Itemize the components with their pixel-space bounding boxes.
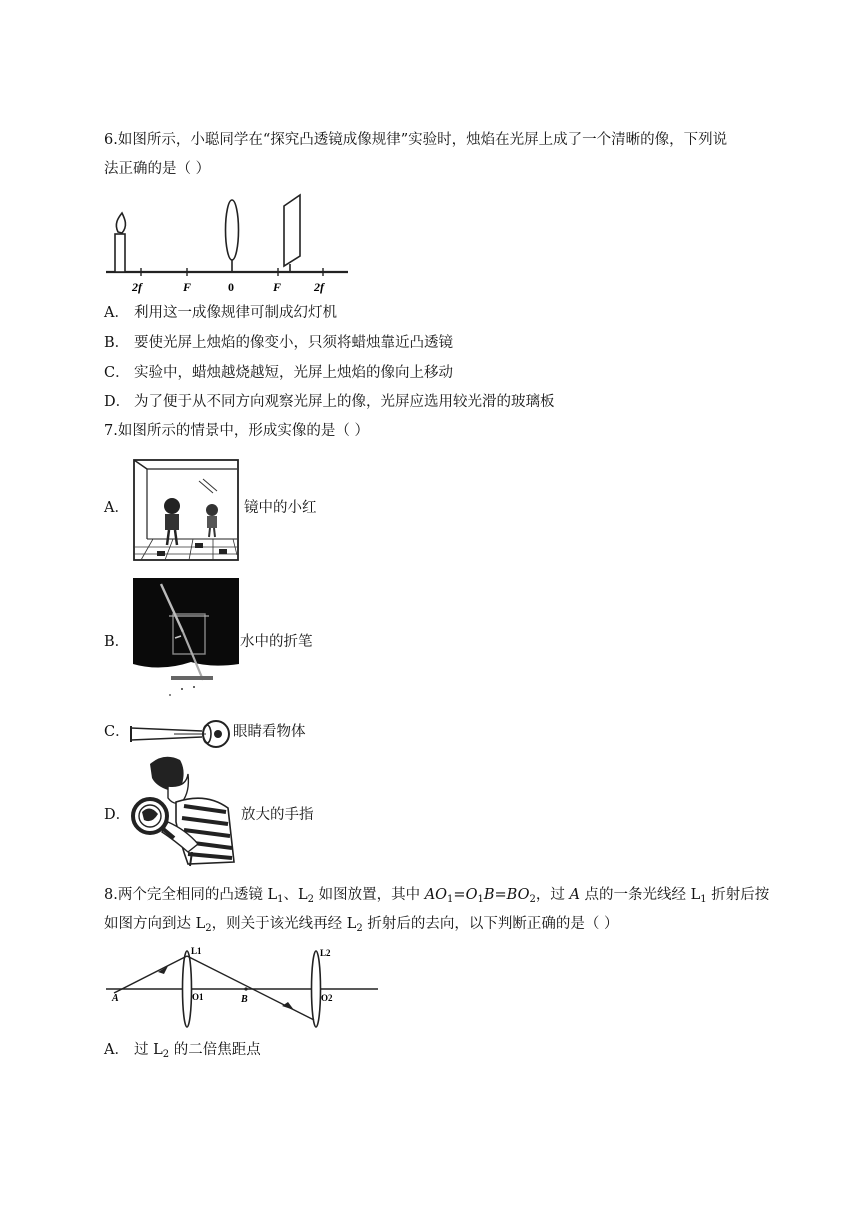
q8-label-l2: L2 <box>320 948 331 958</box>
q7-caption-c: 眼睛看物体 <box>233 724 306 740</box>
q7-option-d-letter[interactable]: D． <box>104 807 131 823</box>
q8-label-b: B <box>241 994 248 1005</box>
q7-option-b-letter[interactable]: B． <box>104 634 130 650</box>
q6-option-b[interactable]: B． 要使光屏上烛焰的像变小，只须将蜡烛靠近凸透镜 <box>104 335 453 351</box>
q8-option-a[interactable]: A． 过 $L_2$ 的二倍焦距点 <box>104 1042 261 1060</box>
q6-option-a[interactable]: A． 利用这一成像规律可制成幻灯机 <box>104 305 337 321</box>
q7-stem: 7.如图所示的情景中，形成实像的是（ ） <box>104 423 369 439</box>
lens-l2 <box>312 951 321 1027</box>
q6-label-2f-left: 2f <box>132 280 142 294</box>
q6-option-c[interactable]: C． 实验中，蜡烛越烧越短，光屏上烛焰的像向上移动 <box>104 365 453 381</box>
q8-label-a: A <box>112 993 119 1004</box>
q6-label-2f-right: 2f <box>314 280 324 294</box>
refracted-ray-arrow-icon <box>282 1002 294 1010</box>
q8-stem-line-1: 8.两个完全相同的凸透镜 $L_1$、$L_2$ 如图放置，其中 $AO_1=O_1B=BO_2$，过 A 点的一条光线经 $L_1$ 折射后按 <box>104 887 770 905</box>
q6-option-d[interactable]: D． 为了便于从不同方向观察光屏上的像，光屏应选用较光滑的玻璃板 <box>104 394 555 410</box>
q7-caption-d: 放大的手指 <box>241 807 314 823</box>
candle-figure <box>115 213 125 272</box>
q8-stem-line-2: 如图方向到达 $L_2$，则关于该光线再经 $L_2$ 折射后的去向，以下判断正确的是（ ） <box>104 916 619 934</box>
incident-ray <box>114 956 187 993</box>
q6-label-origin: 0 <box>228 280 234 294</box>
q7-option-c-letter[interactable]: C． <box>104 724 130 740</box>
refracted-ray <box>187 956 314 1020</box>
q6-optical-bench-figure <box>104 192 350 298</box>
eye-seeing-object-picture <box>128 718 234 748</box>
q6-label-f-right: F <box>273 280 282 294</box>
bent-pencil-in-water-picture <box>131 576 241 706</box>
q6-label-f-left: F <box>183 280 192 294</box>
convex-lens <box>226 200 239 260</box>
mirror-room-picture <box>133 459 239 561</box>
q7-caption-a: 镜中的小红 <box>244 500 317 516</box>
lens-l1 <box>183 951 192 1027</box>
q8-two-lens-figure <box>104 944 380 1030</box>
light-screen <box>284 195 300 266</box>
q8-label-o1: O1 <box>192 992 204 1002</box>
q8-label-o2: O2 <box>321 993 333 1003</box>
q7-option-a-letter[interactable]: A． <box>104 500 129 516</box>
q7-caption-b: 水中的折笔 <box>240 634 313 650</box>
q8-label-l1: L1 <box>191 946 202 956</box>
q6-stem-line-2: 法正确的是（ ） <box>104 161 211 177</box>
q6-stem-line-1: 6.如图所示，小聪同学在“探究凸透镜成像规律”实验时，烛焰在光屏上成了一个清晰的像，下列说 <box>104 132 728 148</box>
magnified-finger-picture <box>128 752 238 868</box>
